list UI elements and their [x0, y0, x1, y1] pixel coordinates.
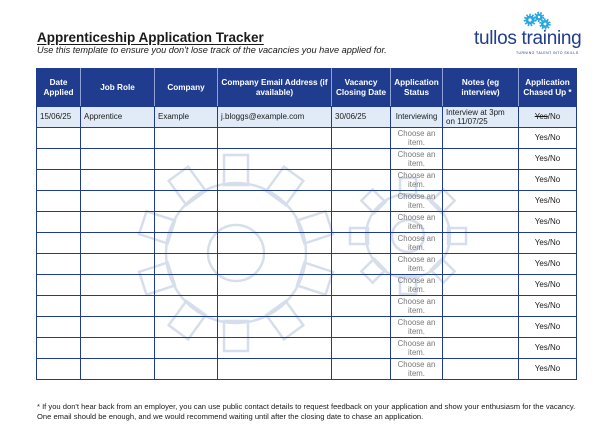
status-dropdown[interactable]: Choose an item. — [391, 149, 443, 170]
chased-up-cell[interactable] — [519, 359, 577, 380]
chased-separator: / — [547, 217, 551, 227]
table-row — [37, 296, 577, 317]
chased-yes-option[interactable]: Yes — [534, 259, 548, 269]
chased-no-option[interactable]: No — [550, 196, 561, 206]
date-cell[interactable] — [37, 233, 81, 254]
notes-cell[interactable] — [443, 233, 519, 254]
date-cell[interactable] — [37, 338, 81, 359]
chased-separator: / — [547, 280, 551, 290]
email-cell[interactable] — [218, 317, 332, 338]
date-cell[interactable] — [37, 170, 81, 191]
status-dropdown[interactable]: Choose an item. — [391, 317, 443, 338]
notes-cell[interactable] — [443, 275, 519, 296]
page-subtitle: Use this template to ensure you don't lose track of the vacancies you have applied for. — [37, 45, 387, 55]
chased-separator: / — [547, 343, 551, 353]
job-role-cell[interactable] — [81, 254, 155, 275]
company-cell[interactable] — [155, 317, 218, 338]
closing-date-cell[interactable] — [332, 359, 391, 380]
table-row — [37, 254, 577, 275]
chased-up-cell[interactable] — [519, 233, 577, 254]
table-row — [37, 275, 577, 296]
table-row — [37, 149, 577, 170]
chased-up-cell[interactable] — [519, 317, 577, 338]
chased-yes-option[interactable]: Yes — [534, 217, 548, 227]
table-row — [37, 317, 577, 338]
chased-no-option[interactable]: No — [550, 238, 561, 248]
status-dropdown[interactable]: Choose an item. — [391, 170, 443, 191]
chased-yes-option[interactable]: Yes — [534, 238, 548, 248]
email-cell[interactable] — [218, 254, 332, 275]
col-header-notes: Notes (eg interview) — [443, 69, 519, 107]
chased-no-option[interactable]: No — [550, 154, 561, 164]
status-dropdown[interactable]: Choose an item. — [391, 191, 443, 212]
chased-no-option[interactable]: No — [550, 322, 561, 332]
chased-up-cell[interactable] — [519, 296, 577, 317]
chased-yes-option[interactable]: Yes — [534, 322, 548, 332]
date-cell[interactable] — [37, 128, 81, 149]
closing-date-cell[interactable] — [332, 233, 391, 254]
email-cell[interactable] — [218, 191, 332, 212]
status-dropdown[interactable]: Choose an item. — [391, 233, 443, 254]
email-cell[interactable] — [218, 338, 332, 359]
chased-no-option[interactable]: No — [550, 364, 561, 374]
chased-yes-option[interactable]: Yes — [534, 343, 548, 353]
chased-no-option[interactable]: No — [550, 280, 561, 290]
job-role-cell[interactable] — [81, 359, 155, 380]
chased-up-cell[interactable] — [519, 191, 577, 212]
status-dropdown[interactable]: Choose an item. — [391, 128, 443, 149]
chased-no-option[interactable]: No — [550, 175, 561, 185]
chased-separator: / — [547, 133, 551, 143]
chased-separator: / — [547, 364, 551, 374]
email-cell[interactable] — [218, 149, 332, 170]
chased-separator: / — [547, 238, 551, 248]
company-cell[interactable] — [155, 359, 218, 380]
closing-date-cell[interactable] — [332, 149, 391, 170]
date-cell[interactable] — [37, 359, 81, 380]
notes-cell[interactable] — [443, 128, 519, 149]
email-cell[interactable] — [218, 275, 332, 296]
chased-yes-option[interactable]: Yes — [534, 364, 548, 374]
job-role-cell[interactable] — [81, 128, 155, 149]
company-cell[interactable] — [155, 191, 218, 212]
email-cell[interactable] — [218, 212, 332, 233]
chased-no-option[interactable]: No — [550, 217, 561, 227]
job-role-cell[interactable] — [81, 212, 155, 233]
status-dropdown[interactable]: Interviewing — [391, 107, 443, 128]
tracker-table — [36, 68, 577, 380]
closing-date-cell[interactable] — [332, 170, 391, 191]
closing-date-cell[interactable]: 30/06/25 — [332, 107, 391, 128]
status-dropdown[interactable]: Choose an item. — [391, 212, 443, 233]
status-dropdown[interactable]: Choose an item. — [391, 338, 443, 359]
chased-yes-option[interactable]: Yes — [534, 196, 548, 206]
job-role-cell[interactable] — [81, 296, 155, 317]
company-cell[interactable] — [155, 170, 218, 191]
email-cell[interactable] — [218, 296, 332, 317]
table-row — [37, 128, 577, 149]
chased-separator: / — [547, 301, 551, 311]
col-header-job-role: Job Role — [81, 69, 155, 107]
job-role-cell[interactable] — [81, 338, 155, 359]
table-row — [37, 191, 577, 212]
date-cell[interactable] — [37, 275, 81, 296]
table-row — [37, 338, 577, 359]
col-header-closing-date: Vacancy Closing Date — [332, 69, 391, 107]
notes-cell[interactable] — [443, 191, 519, 212]
chased-yes-option[interactable]: Yes — [534, 154, 548, 164]
closing-date-cell[interactable] — [332, 296, 391, 317]
job-role-cell[interactable] — [81, 149, 155, 170]
chased-no-option[interactable]: No — [550, 112, 561, 122]
date-cell[interactable] — [37, 149, 81, 170]
col-header-company-email: Company Email Address (if available) — [218, 69, 332, 107]
company-cell[interactable] — [155, 338, 218, 359]
chased-yes-option[interactable]: Yes — [534, 175, 548, 185]
closing-date-cell[interactable] — [332, 338, 391, 359]
chased-separator: / — [547, 322, 551, 332]
date-cell[interactable] — [37, 254, 81, 275]
job-role-cell[interactable] — [81, 191, 155, 212]
chased-separator: / — [547, 154, 551, 164]
closing-date-cell[interactable] — [332, 212, 391, 233]
table-row — [37, 212, 577, 233]
notes-cell[interactable] — [443, 170, 519, 191]
table-row — [37, 359, 577, 380]
chased-yes-option[interactable]: Yes — [534, 301, 548, 311]
status-dropdown[interactable]: Choose an item. — [391, 296, 443, 317]
date-cell[interactable] — [37, 191, 81, 212]
chased-no-option[interactable]: No — [550, 301, 561, 311]
notes-cell[interactable] — [443, 359, 519, 380]
job-role-cell[interactable] — [81, 170, 155, 191]
date-cell[interactable] — [37, 317, 81, 338]
table-row — [37, 107, 577, 128]
chased-no-option[interactable]: No — [550, 343, 561, 353]
company-cell[interactable] — [155, 275, 218, 296]
table-header-row — [37, 69, 577, 107]
company-cell[interactable] — [155, 233, 218, 254]
logo-name: tullos training — [474, 28, 582, 49]
chased-no-option[interactable]: No — [550, 133, 561, 143]
email-cell[interactable] — [218, 359, 332, 380]
chased-up-cell[interactable] — [519, 128, 577, 149]
logo-tagline: TURNING TALENT INTO SKILLS — [516, 51, 579, 55]
job-role-cell[interactable]: Apprentice — [81, 107, 155, 128]
closing-date-cell[interactable] — [332, 128, 391, 149]
job-role-cell[interactable] — [81, 233, 155, 254]
company-cell[interactable] — [155, 128, 218, 149]
status-dropdown[interactable]: Choose an item. — [391, 275, 443, 296]
chased-yes-option[interactable]: Yes — [534, 280, 548, 290]
page-title: Apprenticeship Application Tracker — [37, 30, 264, 45]
notes-cell[interactable] — [443, 338, 519, 359]
date-cell[interactable] — [37, 296, 81, 317]
closing-date-cell[interactable] — [332, 275, 391, 296]
chased-up-cell[interactable] — [519, 254, 577, 275]
company-cell[interactable] — [155, 212, 218, 233]
notes-cell[interactable]: Interview at 3pm on 11/07/25 — [443, 107, 519, 128]
closing-date-cell[interactable] — [332, 254, 391, 275]
chased-up-cell[interactable] — [519, 107, 577, 128]
chased-separator: / — [547, 196, 551, 206]
company-cell[interactable]: Example — [155, 107, 218, 128]
status-dropdown[interactable]: Choose an item. — [391, 254, 443, 275]
chased-separator: / — [547, 112, 551, 122]
table-row — [37, 170, 577, 191]
job-role-cell[interactable] — [81, 317, 155, 338]
chased-separator: / — [547, 259, 551, 269]
date-cell[interactable] — [37, 212, 81, 233]
notes-cell[interactable] — [443, 212, 519, 233]
closing-date-cell[interactable] — [332, 191, 391, 212]
chased-up-cell[interactable] — [519, 212, 577, 233]
email-cell[interactable] — [218, 170, 332, 191]
chased-up-cell[interactable] — [519, 170, 577, 191]
company-cell[interactable] — [155, 149, 218, 170]
email-cell[interactable]: j.bloggs@example.com — [218, 107, 332, 128]
table-row — [37, 233, 577, 254]
chased-no-option[interactable]: No — [550, 259, 561, 269]
closing-date-cell[interactable] — [332, 317, 391, 338]
notes-cell[interactable] — [443, 296, 519, 317]
notes-cell[interactable] — [443, 317, 519, 338]
chased-up-cell[interactable] — [519, 338, 577, 359]
col-header-application-status: Application Status — [391, 69, 443, 107]
chased-up-cell[interactable] — [519, 275, 577, 296]
job-role-cell[interactable] — [81, 275, 155, 296]
notes-cell[interactable] — [443, 149, 519, 170]
date-cell[interactable]: 15/06/25 — [37, 107, 81, 128]
company-cell[interactable] — [155, 296, 218, 317]
chased-separator: / — [547, 175, 551, 185]
company-cell[interactable] — [155, 254, 218, 275]
chased-yes-option[interactable]: Yes — [534, 112, 548, 122]
footnote: * If you don't hear back from an employer, you can use public contact details to request feedback on your application and show your enthusiasm for the vacancy. One email should be enough, and we would recommend waiting until after the closing date to chase an application. — [37, 402, 576, 421]
chased-yes-option[interactable]: Yes — [534, 133, 548, 143]
status-dropdown[interactable]: Choose an item. — [391, 359, 443, 380]
col-header-company: Company — [155, 69, 218, 107]
col-header-chased-up: Application Chased Up * — [519, 69, 577, 107]
chased-up-cell[interactable] — [519, 149, 577, 170]
col-header-date-applied: Date Applied — [37, 69, 81, 107]
email-cell[interactable] — [218, 233, 332, 254]
email-cell[interactable] — [218, 128, 332, 149]
notes-cell[interactable] — [443, 254, 519, 275]
